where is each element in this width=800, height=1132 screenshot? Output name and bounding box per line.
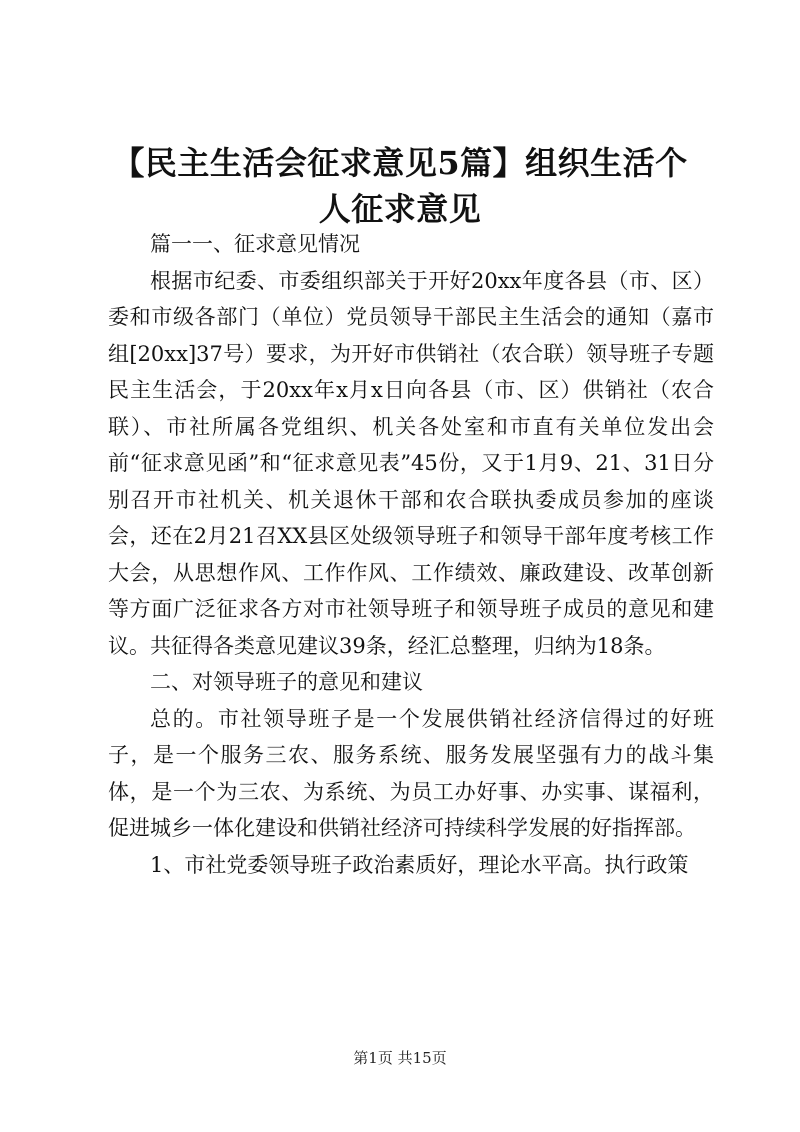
body-paragraph: 1、市社党委领导班子政治素质好，理论水平高。执行政策 bbox=[150, 852, 689, 877]
body-paragraph: 总的。市社领导班子是一个发展供销社经济信得过的好班子，是一个服务三农、服务系统、服务发展坚强有力的战斗集体，是一个为三农、为系统、为员工办好事、办实事、谋福利，促进城乡一体化建设和供销社经济可持续科学发展的好指挥部。 bbox=[108, 706, 714, 840]
document-title: 【民主生活会征求意见5篇】组织生活个人征求意见 bbox=[112, 144, 688, 228]
page-number-footer: 第1页 共15页 bbox=[353, 1049, 447, 1067]
body-paragraph: 根据市纪委、市委组织部关于开好20xx年度各县（市、区）委和市级各部门（单位）党员领导干部民主生活会的通知（嘉市组[20xx]37号）要求，为开好市供销社（农合联）领导班子专题民主生活会，于20xx年x月x日向各县（市、区）供销社（农合联）、市社所属各党组织、机关各处室和市直有关单位发出会前“征求意见函”和“征求意见表”45份，又于1月9、21、31日分别召开市社机关、机关退休干部和农合联执委成员参加的座谈会，还在2月21召XX县区处级领导班子和领导干部年度考核工作大会，从思想作风、工作作风、工作绩效、廉政建设、改革创新等方面广泛征求各方对市社领导班子和领导班子成员的意见和建议。共征得各类意见建议39条，经汇总整理，归纳为18条。 bbox=[108, 268, 714, 658]
section-heading: 二、对领导班子的意见和建议 bbox=[150, 670, 423, 694]
document-body bbox=[108, 226, 714, 883]
section-heading: 篇一一、征求意见情况 bbox=[150, 232, 360, 256]
